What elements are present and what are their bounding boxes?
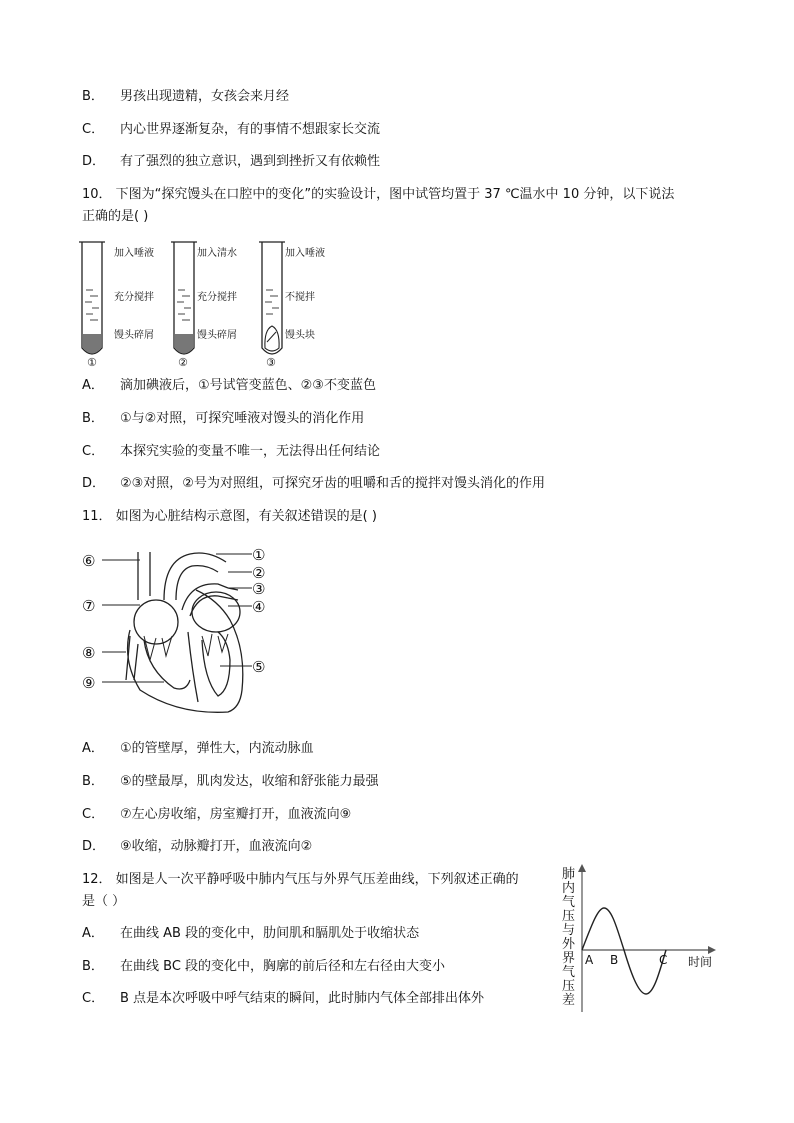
heart-label-6: ⑥ [82,552,96,570]
q9-option-d: D． 有了强烈的独立意识，遇到到挫折又有依赖性 [82,154,381,169]
svg-text:气: 气 [562,895,576,910]
heart-label-4: ④ [252,598,266,616]
pressure-difference-graph [560,862,724,1014]
q10-option-a: A． 滴加碘液后，①号试管变蓝色、②③不变蓝色 [82,378,376,393]
aorta [164,553,226,600]
q11-option-d: D． ⑨收缩，动脉瓣打开，血液流向② [82,839,313,854]
left-atrium [192,592,240,632]
q11-option-b: B． ⑤的壁最厚，肌肉发达，收缩和舒张能力最强 [82,774,379,789]
heart-label-8: ⑧ [82,644,96,662]
q12-option-c: C． B 点是本次呼吸中呼气结束的瞬间，此时肺内气体全部排出体外 [82,991,485,1006]
q10-option-d: D． ②③对照，②号为对照组，可探究牙齿的咀嚼和舌的搅拌对馒头消化的作用 [82,476,545,491]
heart-label-9: ⑨ [82,674,96,692]
q12-stem-line2: 是（ ） [82,894,126,909]
test-tube-3 [259,242,285,354]
graph-x-label: 时间 [688,955,713,969]
q12-option-b: B． 在曲线 BC 段的变化中，胸廓的前后径和左右径由大变小 [82,959,446,974]
mitral-valve [202,634,228,656]
pressure-curve [582,908,666,994]
point-b-label: B [610,953,619,967]
tube2-bottom-label: 馒头碎屑 [197,330,237,341]
q11-stem: 11． 如图为心脏结构示意图，有关叙述错误的是( ) [82,509,377,524]
svg-text:气: 气 [562,965,576,980]
tube3-mid-label: 不搅拌 [285,292,315,303]
heart-structure-figure [78,540,278,720]
svg-text:差: 差 [562,993,576,1008]
heart-label-1: ① [252,546,266,564]
point-a-label: A [585,953,594,967]
tube2-number: ② [178,356,188,368]
tube1-bottom-label: 馒头碎屑 [114,330,154,341]
svg-text:肺: 肺 [562,867,576,882]
q12-option-a: A． 在曲线 AB 段的变化中，肋间肌和膈肌处于收缩状态 [82,926,420,941]
svg-text:外: 外 [562,937,576,952]
q11-option-a: A． ①的管壁厚，弹性大，内流动脉血 [82,741,314,756]
heart-label-2: ② [252,564,266,582]
pulmonary-artery [182,584,228,616]
q9-option-b: B． 男孩出现遗精，女孩会来月经 [82,89,290,104]
tube2-mid-label: 充分搅拌 [197,292,237,303]
tube3-bottom-label: 馒头块 [285,330,315,341]
svg-text:压: 压 [562,909,576,924]
test-tube-figure [78,238,348,368]
test-tube-2 [171,242,197,354]
tube1-top-label: 加入唾液 [114,248,154,259]
heart-outline [128,590,243,712]
q10-stem-line2: 正确的是( ) [82,209,149,224]
septum [188,632,198,702]
heart-label-5: ⑤ [252,658,266,676]
tube2-top-label: 加入清水 [197,248,237,259]
svg-text:压: 压 [562,979,576,994]
heart-label-7: ⑦ [82,597,96,615]
heart-label-3: ③ [252,580,266,598]
tube1-mid-label: 充分搅拌 [114,292,154,303]
svg-text:内: 内 [562,881,576,896]
q10-option-b: B． ①与②对照，可探究唾液对馒头的消化作用 [82,411,365,426]
q9-option-c: C． 内心世界逐渐复杂，有的事情不想跟家长交流 [82,122,381,137]
graph-y-arrow [578,864,586,872]
svg-text:与: 与 [562,923,576,938]
point-c-label: C [659,953,668,967]
superior-vena-cava [138,552,150,600]
q11-option-c: C． ⑦左心房收缩，房室瓣打开，血液流向⑨ [82,807,352,822]
graph-x-arrow [708,946,716,954]
tube3-top-label: 加入唾液 [285,248,325,259]
q10-option-c: C． 本探究实验的变量不唯一，无法得出任何结论 [82,444,381,459]
test-tube-1 [79,242,105,354]
svg-text:界: 界 [562,951,576,966]
q12-stem-line1: 12． 如图是人一次平静呼吸中肺内气压与外界气压差曲线，下列叙述正确的 [82,872,519,887]
tube3-number: ③ [266,356,276,368]
tube1-number: ① [87,356,97,368]
q10-stem-line1: 10． 下图为“探究馒头在口腔中的变化”的实验设计，图中试管均置于 37 ℃温水中 10 分钟，以下说法 [82,187,675,202]
graph-y-label [562,866,576,1008]
